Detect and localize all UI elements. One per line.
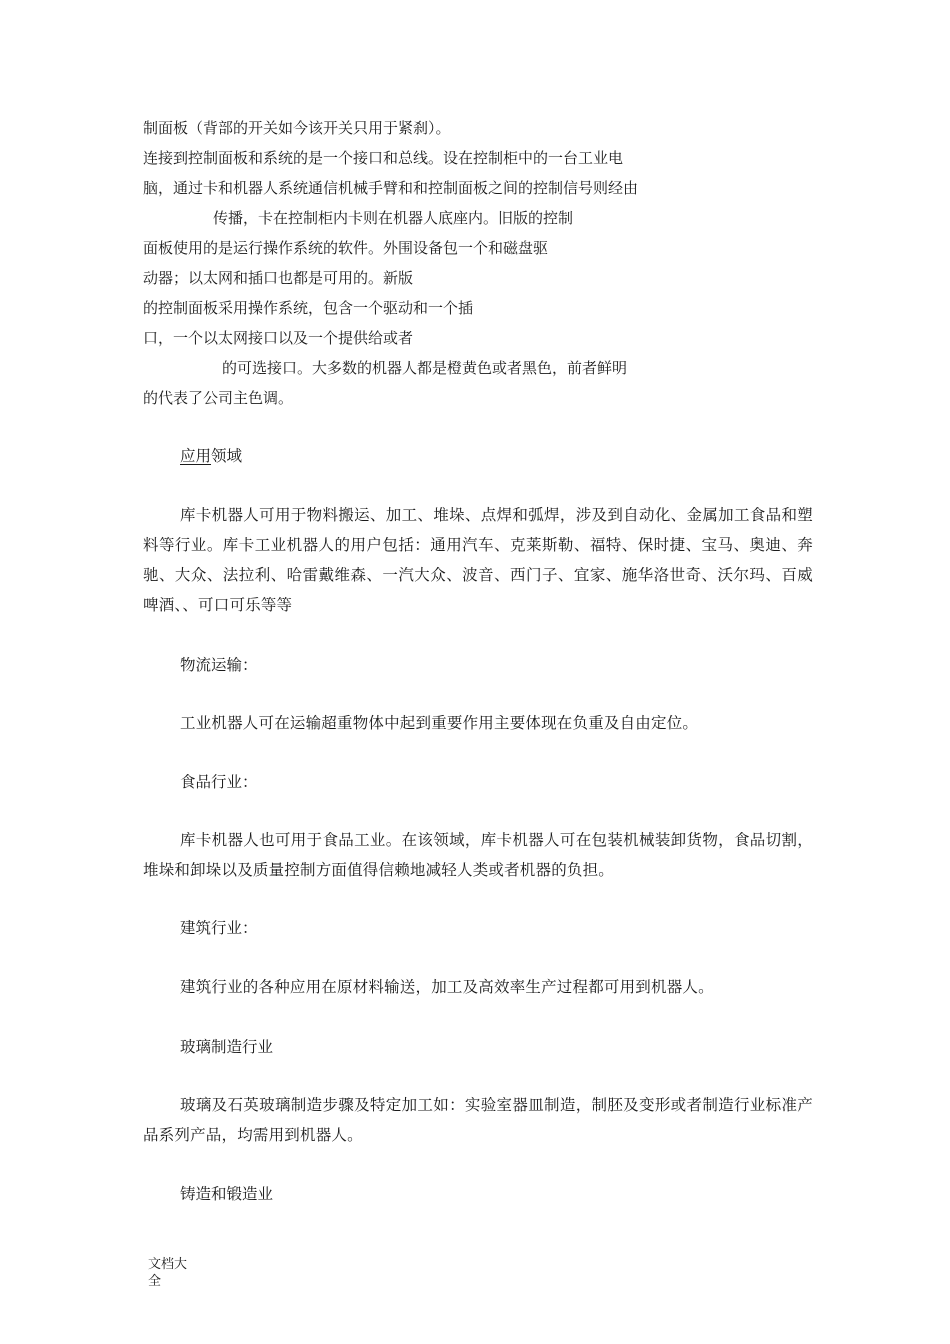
glass-heading: 玻璃制造行业 bbox=[180, 1038, 274, 1056]
logistics-heading: 物流运输： bbox=[180, 656, 258, 674]
food-heading: 食品行业： bbox=[180, 773, 258, 791]
application-paragraph: 库卡机器人可用于物料搬运、加工、堆垛、点焊和弧焊，涉及到自动化、金属加工食品和塑料等行业。库卡工业机器人的用户包括：通用汽车、克莱斯勒、福特、保时捷、宝马、奥迪、奔驰、大众、法拉利、哈雷戴维森、一汽大众、波音、西门子、宜家、施华洛世奇、沃尔玛、百威啤酒、、可口可乐等等 bbox=[143, 506, 813, 614]
footer-label: 文档大全 bbox=[148, 1257, 188, 1289]
construction-heading: 建筑行业： bbox=[180, 919, 258, 937]
intro-line-7: 的控制面板采用操作系统，包含一个驱动和一个插 bbox=[143, 299, 474, 317]
intro-line-3: 脑，通过卡和机器人系统通信机械手臂和和控制面板之间的控制信号则经由 bbox=[143, 179, 639, 197]
intro-line-5: 面板使用的是运行操作系统的软件。外围设备包一个和磁盘驱 bbox=[143, 239, 549, 257]
application-heading-rest: 领域 bbox=[211, 447, 243, 465]
intro-line-8: 口，一个以太网接口以及一个提供给或者 bbox=[143, 329, 414, 347]
application-heading-underlined: 应用 bbox=[180, 447, 212, 465]
intro-line-2: 连接到控制面板和系统的是一个接口和总线。设在控制柜中的一台工业电 bbox=[143, 149, 624, 167]
logistics-paragraph: 工业机器人可在运输超重物体中起到重要作用主要体现在负重及自由定位。 bbox=[180, 714, 699, 732]
application-heading bbox=[180, 441, 242, 471]
intro-line-6: 动器；以太网和插口也都是可用的。新版 bbox=[143, 269, 414, 287]
food-paragraph: 库卡机器人也可用于食品工业。在该领域，库卡机器人可在包装机械装卸货物，食品切割，堆垛和卸垛以及质量控制方面值得信赖地减轻人类或者机器的负担。 bbox=[143, 831, 813, 879]
construction-paragraph: 建筑行业的各种应用在原材料输送，加工及高效率生产过程都可用到机器人。 bbox=[180, 978, 714, 996]
intro-line-9: 的可选接口。大多数的机器人都是橙黄色或者黑色，前者鲜明 bbox=[222, 359, 628, 377]
casting-heading: 铸造和锻造业 bbox=[180, 1185, 274, 1203]
intro-line-10: 的代表了公司主色调。 bbox=[143, 389, 294, 407]
glass-paragraph: 玻璃及石英玻璃制造步骤及特定加工如：实验室器皿制造，制胚及变形或者制造行业标准产品系列产品，均需用到机器人。 bbox=[143, 1096, 813, 1144]
intro-line-4: 传播，卡在控制柜内卡则在机器人底座内。旧版的控制 bbox=[213, 209, 574, 227]
intro-line-1: 制面板（背部的开关如今该开关只用于紧刹）。 bbox=[143, 119, 451, 137]
